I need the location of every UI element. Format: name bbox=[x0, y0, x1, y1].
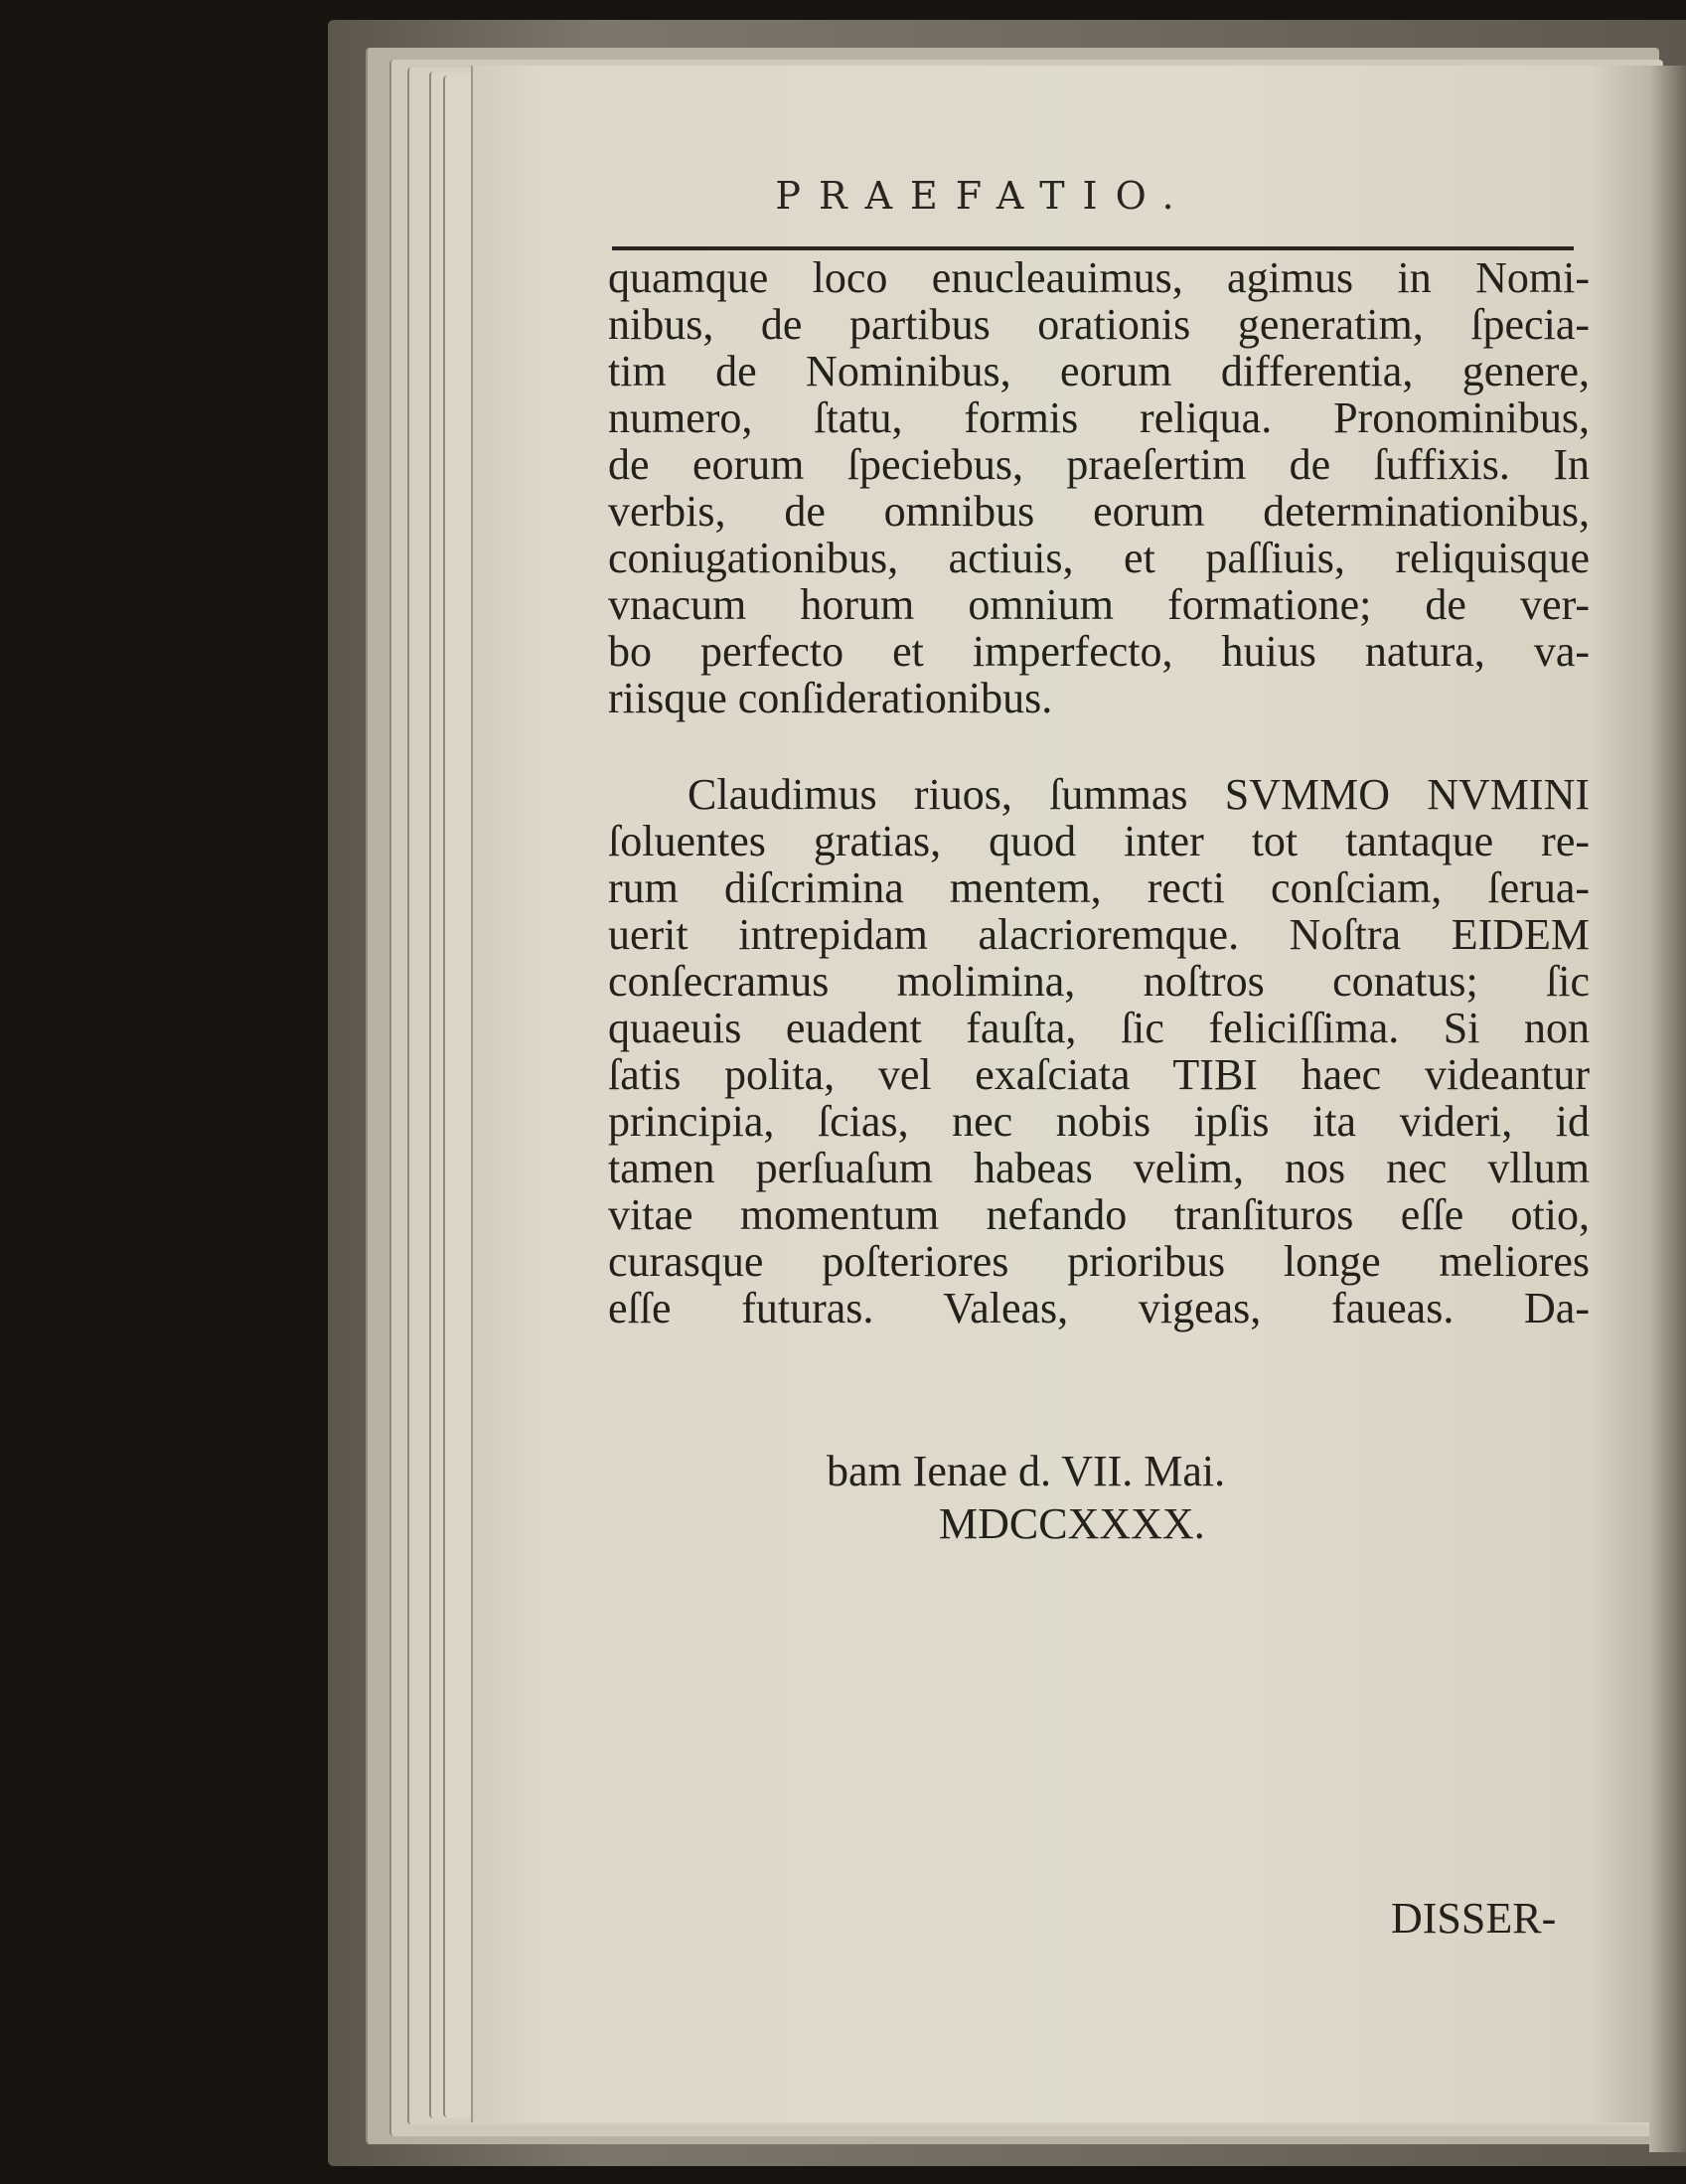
text-line: conſecramus molimina, noſtros conatus; ſic bbox=[608, 957, 1590, 1006]
paragraph-1 bbox=[608, 254, 1590, 721]
text-line: rum diſcrimina mentem, recti conſciam, ſerua- bbox=[608, 863, 1590, 912]
text-line: uerit intrepidam alacrioremque. Noſtra EIDEM bbox=[608, 910, 1590, 959]
text-line: ſatis polita, vel exaſciata TIBI haec videantur bbox=[608, 1050, 1590, 1099]
paragraph-2 bbox=[608, 771, 1590, 1331]
text-line: numero, ſtatu, formis reliqua. Pronominibus, bbox=[608, 393, 1590, 442]
date-line: bam Ienae d. VII. Mai. bbox=[827, 1447, 1226, 1495]
paragraph-gap bbox=[608, 721, 1590, 771]
text-line: vitae momentum nefando tranſituros eſſe otio, bbox=[608, 1190, 1590, 1239]
text-line: ſoluentes gratias, quod inter tot tantaque re- bbox=[608, 817, 1590, 865]
facing-page-edge bbox=[1649, 66, 1686, 2152]
year-line: MDCCXXXX. bbox=[939, 1499, 1205, 1548]
text-line: bo perfecto et imperfecto, huius natura, va- bbox=[608, 627, 1590, 676]
catchword: DISSER- bbox=[1391, 1894, 1557, 1943]
text-line: de eorum ſpeciebus, praeſertim de ſuffixis. In bbox=[608, 440, 1590, 489]
text-line: nibus, de partibus orationis generatim, ſpecia- bbox=[608, 300, 1590, 349]
text-line: tim de Nominibus, eorum differentia, genere, bbox=[608, 347, 1590, 395]
running-head: PRAEFATIO. bbox=[775, 174, 1192, 218]
text-line: riisque conſiderationibus. bbox=[608, 674, 1053, 722]
text-line: Claudimus riuos, ſummas SVMMO NVMINI bbox=[688, 770, 1590, 819]
text-line: quamque loco enucleauimus, agimus in Nomi- bbox=[608, 253, 1590, 302]
text-line: principia, ſcias, nec nobis ipſis ita videri, id bbox=[608, 1097, 1590, 1146]
text-line: verbis, de omnibus eorum determinationibus, bbox=[608, 487, 1590, 536]
text-line: coniugationibus, actiuis, et paſſiuis, reliquisque bbox=[608, 534, 1590, 582]
text-line: vnacum horum omnium formatione; de ver- bbox=[608, 580, 1590, 629]
header-rule bbox=[612, 246, 1574, 250]
page-body bbox=[608, 254, 1590, 1331]
text-line: eſſe futuras. Valeas, vigeas, faueas. Da- bbox=[608, 1284, 1590, 1332]
text-line: curasque poſteriores prioribus longe meliores bbox=[608, 1237, 1590, 1286]
text-line: quaeuis euadent fauſta, ſic feliciſſima. Si non bbox=[608, 1004, 1590, 1052]
text-line: tamen perſuaſum habeas velim, nos nec vllum bbox=[608, 1144, 1590, 1192]
